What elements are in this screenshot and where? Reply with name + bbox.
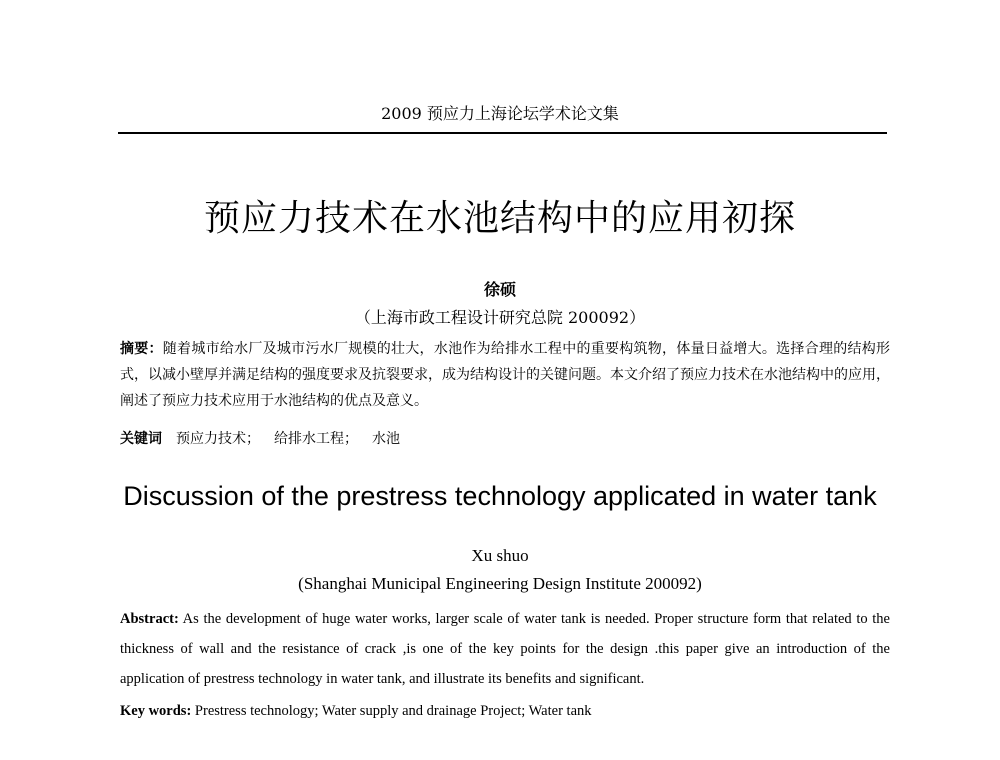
english-keywords-label: Key words: [120,703,192,719]
chinese-keyword: 给排水工程； [274,431,358,447]
running-header: 2009 预应力上海论坛学术论文集 [381,104,619,123]
chinese-keywords-label: 关键词 [120,431,162,447]
chinese-keyword: 预应力技术； [176,431,260,447]
english-abstract-text: As the development of huge water works, larger scale of water tank is needed. Proper structure form that related to the thickness of wall and the resistance of crack ,is one of the key points for the design .this paper give an introduction of the application of prestress technology in water tank, and illustrate its benefits and significant. [120,611,890,687]
chinese-affiliation: （上海市政工程设计研究总院 200092） [354,308,646,327]
english-author: Xu shuo [471,546,529,565]
chinese-abstract-text: 随着城市给水厂及城市污水厂规模的壮大，水池作为给排水工程中的重要构筑物，体量日益增大。选择合理的结构形式，以减小壁厚并满足结构的强度要求及抗裂要求，成为结构设计的关键问题。本文介绍了预应力技术在水池结构中的应用，阐述了预应力技术应用于水池结构的优点及意义。 [120,341,891,409]
english-abstract [120,604,890,694]
chinese-keywords [120,428,890,450]
chinese-author: 徐硕 [483,280,516,299]
english-title: Discussion of the prestress technology applicated in water tank [123,481,877,511]
english-abstract-label: Abstract: [120,611,179,627]
english-keywords-text: Prestress technology; Water supply and drainage Project; Water tank [194,703,592,719]
chinese-keyword: 水池 [372,431,400,447]
header-rule [118,132,887,134]
english-keywords [120,700,890,722]
chinese-abstract [120,336,890,414]
english-affiliation: (Shanghai Municipal Engineering Design Institute 200092) [298,574,702,593]
chinese-title: 预应力技术在水池结构中的应用初探 [203,198,796,239]
chinese-abstract-label: 摘要： [120,341,163,357]
